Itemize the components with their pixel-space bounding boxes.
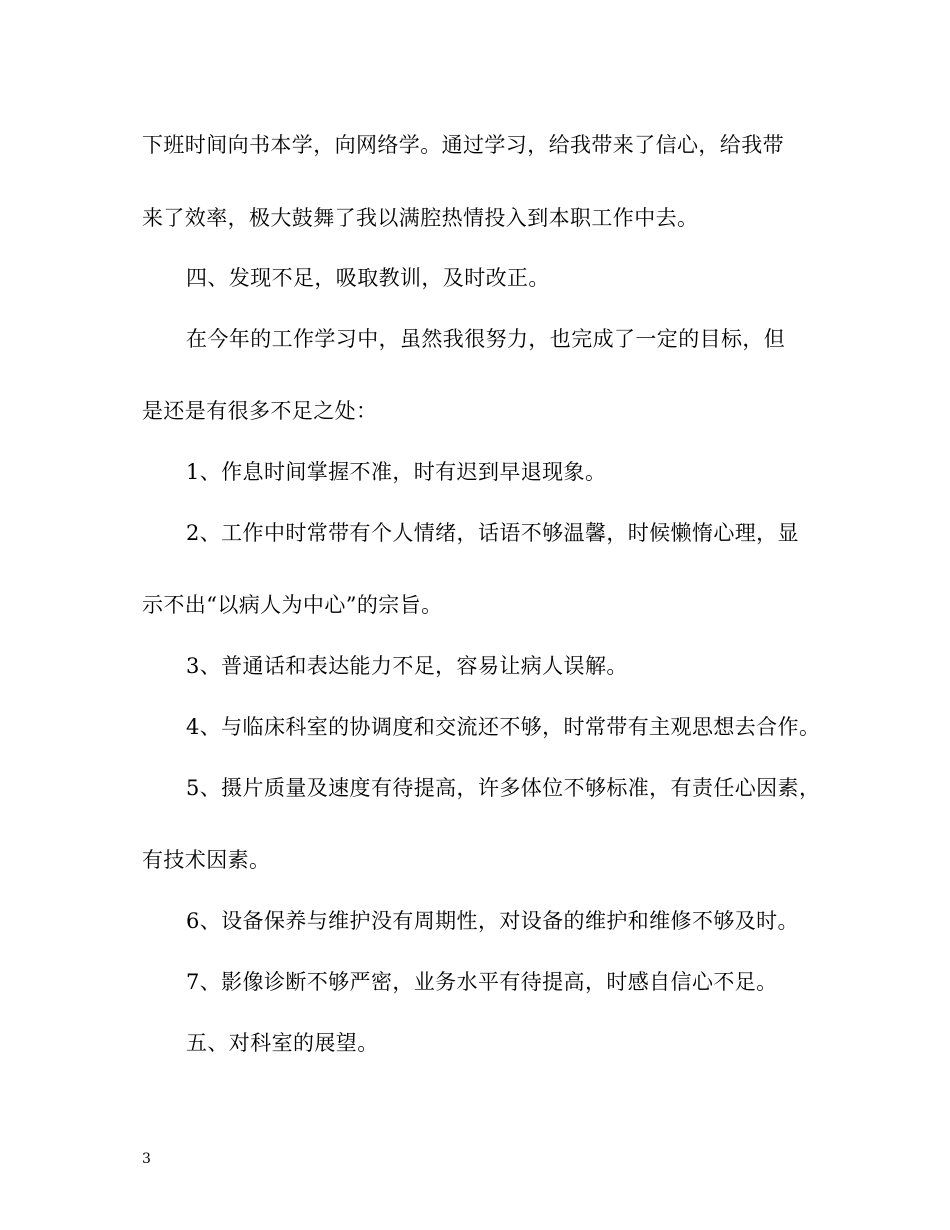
list-item: 2、工作中时常带有个人情绪，话语不够温馨，时候懒惰心理，显	[186, 521, 799, 545]
list-item: 6、设备保养与维护没有周期性，对设备的维护和维修不够及时。	[186, 909, 799, 933]
list-item: 7、影像诊断不够严密，业务水平有待提高，时感自信心不足。	[186, 970, 778, 994]
section-heading: 四、发现不足，吸取教训，及时改正。	[186, 266, 550, 290]
page-number: 3	[142, 1151, 151, 1167]
list-item: 3、普通话和表达能力不足，容易让病人误解。	[186, 654, 628, 678]
text-line: 有技术因素。	[142, 848, 271, 872]
paragraph-line: 在今年的工作学习中，虽然我很努力，也完成了一定的目标，但	[186, 327, 786, 351]
text-line: 示不出“以病人为中心”的宗旨。	[142, 593, 443, 617]
list-item: 4、与临床科室的协调度和交流还不够，时常带有主观思想去合作。	[186, 715, 821, 739]
section-heading: 五、对科室的展望。	[186, 1031, 379, 1055]
list-item: 5、摄片质量及速度有待提高，许多体位不够标准，有责任心因素，	[186, 776, 821, 800]
list-item: 1、作息时间掌握不准，时有迟到早退现象。	[186, 460, 607, 484]
text-line: 是还是有很多不足之处：	[142, 399, 378, 423]
text-line: 来了效率，极大鼓舞了我以满腔热情投入到本职工作中去。	[142, 206, 699, 230]
text-line: 下班时间向书本学，向网络学。通过学习，给我带来了信心，给我带	[142, 133, 784, 157]
